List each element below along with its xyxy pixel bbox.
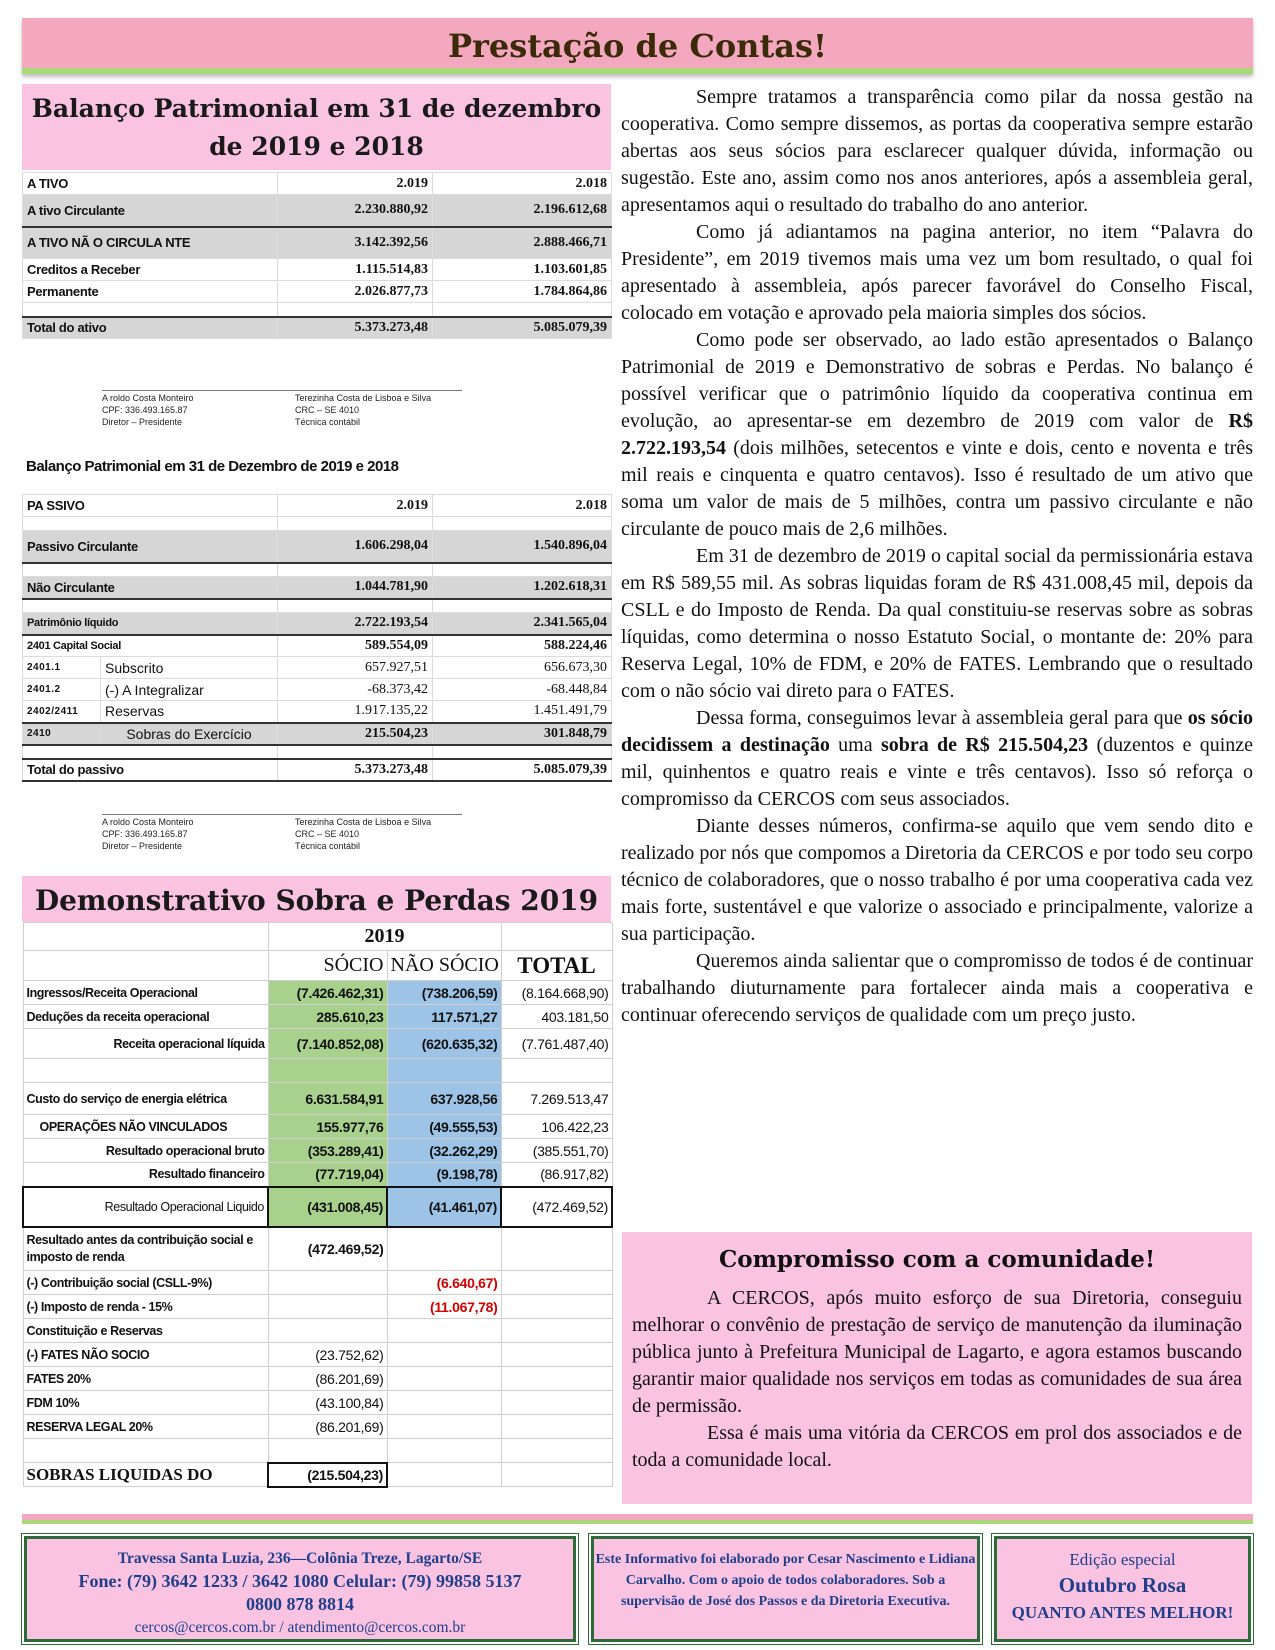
table-row: SOBRAS LIQUIDAS DO (215.504,23) bbox=[23, 1463, 612, 1487]
table-row bbox=[23, 745, 612, 759]
article-body bbox=[621, 84, 1253, 1029]
table-row bbox=[23, 517, 612, 531]
table-row: 2401.2 (-) A Integralizar -68.373,42 -68.448,84 bbox=[23, 679, 612, 701]
article-paragraph: Como pode ser observado, ao lado estão apresentados o Balanço Patrimonial de 2019 e Demonstrativo de sobras e Perdas. No balanço é possível verificar que o patrimônio líquido da cooperativa continua em evolução, ao apresentar-se em dezembro de 2019 com valor de R$ 2.722.193,54 (dois milhões, setecentos e vinte e dois, cento e noventa e três mil reais e cinquenta e quatro centavos). Isso é resultado de um ativo que soma um valor de mais de 5 milhões, contra um passivo circulante e não circulante de pouco mais de 2,6 milhões. bbox=[621, 329, 1253, 540]
signature-line bbox=[102, 814, 462, 815]
table-row: Resultado antes da contribuição social e imposto de renda (472.469,52) bbox=[23, 1227, 612, 1271]
table-row: Creditos a Receber 1.115.514,83 1.103.601,85 bbox=[23, 259, 612, 281]
ativo-table bbox=[22, 172, 612, 339]
address: Travessa Santa Luzia, 236—Colônia Treze, Lagarto/SE bbox=[117, 1550, 483, 1567]
campaign-slogan: QUANTO ANTES MELHOR! bbox=[1011, 1603, 1234, 1622]
table-row: (-) FATES NÃO SOCIO (23.752,62) bbox=[23, 1343, 612, 1367]
table-row: Passivo Circulante 1.606.298,04 1.540.896,04 bbox=[23, 531, 612, 563]
table-row: Total do ativo 5.373.273,48 5.085.079,39 bbox=[23, 317, 612, 339]
table-row: 2402/2411 Reservas 1.917.135,22 1.451.491,79 bbox=[23, 701, 612, 723]
edition-label: Edição especial bbox=[1069, 1550, 1176, 1569]
table-row bbox=[23, 303, 612, 317]
article-paragraph: Sempre tratamos a transparência como pilar da nossa gestão na cooperativa. Como sempre dissemos, as portas da cooperativa sempre estarão abertas aos seus sócios para esclarecer qualquer dúvida, informação ou sugestão. Este ano, assim como nos anos anteriores, após a assembleia geral, apresentamos aqui o resultado do trabalho do ano anterior. bbox=[621, 86, 1253, 216]
table-row: 2401.1 Subscrito 657.927,51 656.673,30 bbox=[23, 657, 612, 679]
page-header bbox=[22, 18, 1253, 74]
table-row: SÓCIO NÃO SÓCIO TOTAL bbox=[23, 951, 612, 981]
table-row: A TIVO NÃ O CIRCULA NTE 3.142.392,56 2.888.466,71 bbox=[23, 227, 612, 259]
edition-box bbox=[994, 1536, 1251, 1642]
email-links[interactable]: cercos@cercos.com.br / atendimento@cercos.com.br bbox=[134, 1619, 466, 1636]
table-row: PA SSIVO 2.019 2.018 bbox=[23, 495, 612, 517]
table-row: (-) Contribuição social (CSLL-9%) (6.640,67) bbox=[23, 1271, 612, 1295]
toll-free: 0800 878 8814 bbox=[246, 1594, 354, 1614]
community-box bbox=[622, 1232, 1252, 1504]
community-paragraph: A CERCOS, após muito esforço de sua Diretoria, conseguiu melhorar o convênio de prestação de serviço de manutenção da iluminação pública junto à Prefeitura Municipal de Lagarto, e agora estamos buscando garantir maior qualidade nos serviços em todas as comunidades de sua área de permissão. bbox=[632, 1287, 1242, 1417]
article-paragraph: Dessa forma, conseguimos levar à assembleia geral para que os sócio decidissem a destinação uma sobra de R$ 215.504,23 (duzentos e quinze mil, quinhentos e quatro reais e vinte e três centavos). Isso só reforça o compromisso da CERCOS com seus associados. bbox=[621, 707, 1254, 810]
table-row: Custo do serviço de energia elétrica 6.631.584,91 637.928,56 7.269.513,47 bbox=[23, 1083, 612, 1115]
table-row: 2401 Capital Social 589.554,09 588.224,46 bbox=[23, 635, 612, 657]
passivo-title: Balanço Patrimonial em 31 de Dezembro de 2019 e 2018 bbox=[26, 458, 399, 475]
table-row: Permanente 2.026.877,73 1.784.864,86 bbox=[23, 281, 612, 303]
table-row: Constituição e Reservas bbox=[23, 1319, 612, 1343]
dre-title: Demonstrativo Sobra e Perdas 2019 bbox=[22, 876, 611, 922]
credits-box bbox=[591, 1536, 980, 1642]
table-row: Não Circulante 1.044.781,90 1.202.618,31 bbox=[23, 577, 612, 599]
table-row: 2019 bbox=[23, 923, 612, 951]
table-row: FATES 20% (86.201,69) bbox=[23, 1367, 612, 1391]
balanco-title: Balanço Patrimonial em 31 de dezembro de 2019 e 2018 bbox=[22, 84, 611, 170]
table-row: Ingressos/Receita Operacional (7.426.462,31) (738.206,59) (8.164.668,90) bbox=[23, 981, 612, 1005]
table-row: Resultado operacional bruto (353.289,41) (32.262,29) (385.551,70) bbox=[23, 1139, 612, 1163]
table-row: A TIVO 2.019 2.018 bbox=[23, 173, 612, 195]
passivo-table bbox=[22, 494, 612, 782]
table-row bbox=[23, 599, 612, 613]
article-paragraph: Diante desses números, confirma-se aquilo que vem sendo dito e realizado por nós que compomos a Diretoria da CERCOS e por todo seu corpo técnico de colaboradores, que o nosso trabalho é por uma cooperativa cada vez mais forte, sustentável e que valorize o associado e principalmente, valorize a sua participação. bbox=[621, 815, 1253, 945]
page-title: Prestação de Contas! bbox=[447, 27, 828, 65]
article-paragraph: Queremos ainda salientar que o compromisso de todos é de continuar trabalhando diuturnamente para fortalecer ainda mais a cooperativa e continuar oferecendo serviços de qualidade com um preço justo. bbox=[621, 950, 1253, 1026]
table-row bbox=[23, 1059, 612, 1083]
community-paragraph: Essa é mais uma vitória da CERCOS em prol dos associados e de toda a comunidade local. bbox=[632, 1422, 1242, 1471]
credits-text: Este Informativo foi elaborado por Cesar Nascimento e Lidiana Carvalho. Com o apoio de todos colaboradores. Sob a supervisão de José dos Passos e da Diretoria Executiva. bbox=[595, 1552, 976, 1609]
table-row: Resultado Operacional Liquido (431.008,45) (41.461,07) (472.469,52) bbox=[23, 1187, 612, 1227]
community-title: Compromisso com a comunidade! bbox=[718, 1246, 1156, 1273]
signature-line bbox=[102, 390, 462, 391]
table-row: OPERAÇÕES NÃO VINCULADOS 155.977,76 (49.555,53) 106.422,23 bbox=[23, 1115, 612, 1139]
table-row: Resultado financeiro (77.719,04) (9.198,78) (86.917,82) bbox=[23, 1163, 612, 1187]
table-row bbox=[23, 1439, 612, 1463]
table-row: FDM 10% (43.100,84) bbox=[23, 1391, 612, 1415]
table-row: Total do passivo 5.373.273,48 5.085.079,39 bbox=[23, 759, 612, 781]
table-row: RESERVA LEGAL 20% (86.201,69) bbox=[23, 1415, 612, 1439]
table-row: Deduções da receita operacional 285.610,23 117.571,27 403.181,50 bbox=[23, 1005, 612, 1029]
campaign-name: Outubro Rosa bbox=[1058, 1573, 1187, 1597]
table-row: 2410 Sobras do Exercício 215.504,23 301.848,79 bbox=[23, 723, 612, 745]
table-row bbox=[23, 563, 612, 577]
article-paragraph: Em 31 de dezembro de 2019 o capital social da permissionária estava em R$ 589,55 mil. As sobras liquidas foram de R$ 431.008,45 mil, depois da CSLL e do Imposto de Renda. Da qual constituiu-se reservas sobre as sobras líquidas, como determina o nosso Estatuto Social, o montante de: 20% para Reserva Legal, 10% de FDM, e 20% de FATES. Lembrando que o resultado com o não sócio vai direto para o FATES. bbox=[621, 545, 1253, 702]
table-row: Receita operacional líquida (7.140.852,08) (620.635,32) (7.761.487,40) bbox=[23, 1029, 612, 1059]
table-row: (-) Imposto de renda - 15% (11.067,78) bbox=[23, 1295, 612, 1319]
contact-box bbox=[24, 1536, 576, 1642]
footer-divider bbox=[22, 1514, 1253, 1524]
table-row: A tivo Circulante 2.230.880,92 2.196.612,68 bbox=[23, 195, 612, 227]
table-row: Patrimônio líquido 2.722.193,54 2.341.565,04 bbox=[23, 613, 612, 635]
dre-table bbox=[22, 922, 613, 1488]
phones: Fone: (79) 3642 1233 / 3642 1080 Celular: (79) 99858 5137 bbox=[78, 1571, 522, 1591]
article-paragraph: Como já adiantamos na pagina anterior, no item “Palavra do Presidente”, em 2019 tivemos mais uma vez um bom resultado, o qual foi apresentado à assembleia, após parecer favorável do Conselho Fiscal, colocado em votação e aprovado pela maioria simples dos sócios. bbox=[621, 221, 1253, 324]
